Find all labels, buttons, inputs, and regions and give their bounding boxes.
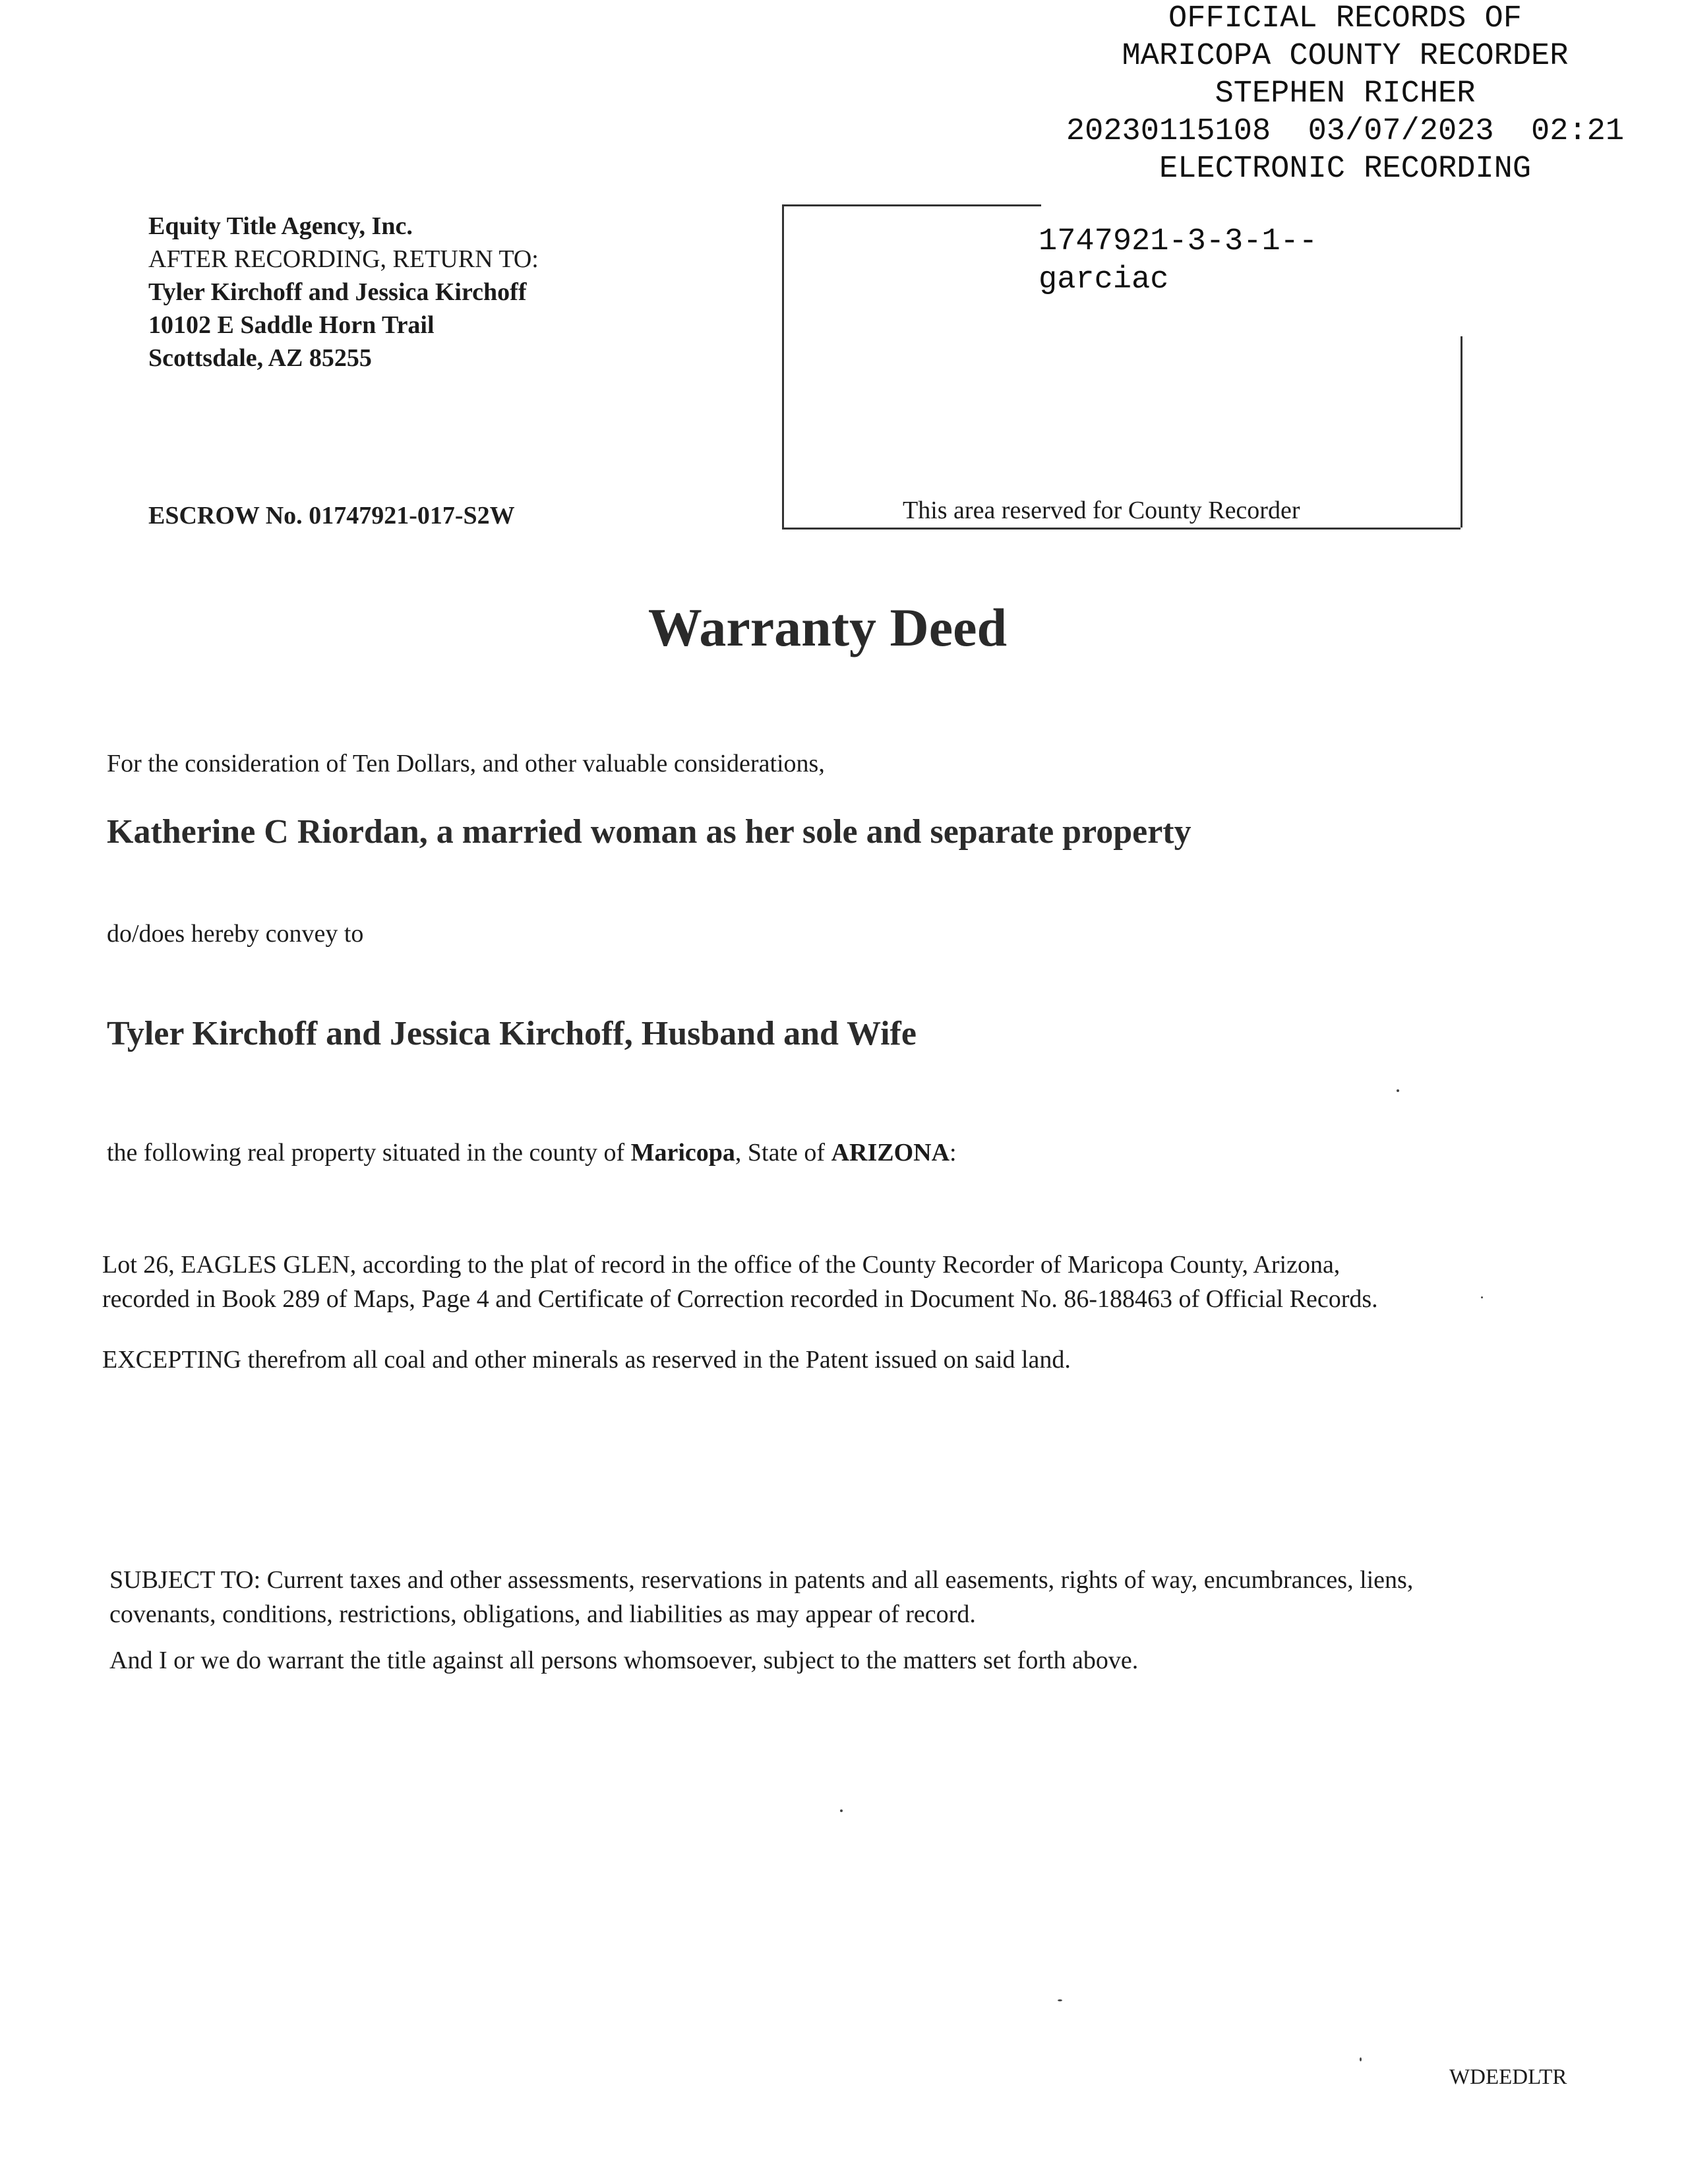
legal-description-line-2: recorded in Book 289 of Maps, Page 4 and Certificate of Correction recorded in Document No. 86-188463 of Official Records.	[102, 1285, 1378, 1313]
escrow-label: ESCROW No.	[148, 502, 303, 530]
return-names: Tyler Kirchoff and Jessica Kirchoff	[148, 278, 527, 306]
escrow-number	[148, 501, 515, 530]
recording-user-line: garciac	[1039, 262, 1169, 297]
subject-to-line-2: covenants, conditions, restrictions, obligations, and liabilities as may appear of record.	[109, 1600, 976, 1628]
property-intro	[107, 1136, 957, 1170]
property-state: ARIZONA	[831, 1139, 950, 1167]
scan-speck	[1058, 1999, 1062, 2001]
grantee-name: Tyler Kirchoff and Jessica Kirchoff, Husband and Wife	[107, 1015, 917, 1052]
grantor-name: Katherine C Riordan, a married woman as her sole and separate property	[107, 813, 1191, 851]
box-top-edge	[784, 204, 1041, 206]
property-intro-middle: , State of	[735, 1139, 826, 1167]
warranty-clause: And I or we do warrant the title against all persons whomsoever, subject to the matters set forth above.	[109, 1647, 1139, 1674]
document-title	[0, 597, 1688, 659]
document-title-text: Warranty Deed	[648, 597, 1008, 657]
scan-speck	[1481, 1296, 1483, 1298]
scan-speck	[840, 1809, 843, 1812]
recorder-stamp	[1015, 0, 1675, 188]
return-city: Scottsdale, AZ 85255	[148, 344, 372, 372]
recording-ids	[1039, 223, 1317, 299]
subject-to-line-1: SUBJECT TO: Current taxes and other assessments, reservations in patents and all easements, rights of way, encumbrances, liens,	[109, 1566, 1414, 1594]
property-intro-suffix: :	[950, 1139, 957, 1167]
return-address-block	[148, 210, 539, 375]
property-county: Maricopa	[630, 1139, 735, 1167]
convey-text: do/does hereby convey to	[107, 920, 364, 948]
scan-speck	[1360, 2057, 1362, 2061]
return-street: 10102 E Saddle Horn Trail	[148, 311, 435, 339]
stamp-line-3: STEPHEN RICHER	[1215, 76, 1476, 111]
property-intro-prefix: the following real property situated in the county of	[107, 1139, 625, 1167]
stamp-line-1: OFFICIAL RECORDS OF	[1168, 1, 1522, 36]
form-code: WDEEDLTR	[1449, 2065, 1567, 2089]
stamp-line-2: MARICOPA COUNTY RECORDER	[1122, 39, 1569, 74]
stamp-line-4: 20230115108 03/07/2023 02:21	[1066, 114, 1625, 149]
title-company: Equity Title Agency, Inc.	[148, 212, 413, 240]
escrow-value: 01747921-017-S2W	[309, 502, 515, 530]
box-right-edge	[1461, 336, 1462, 528]
stamp-line-5: ELECTRONIC RECORDING	[1159, 152, 1532, 187]
excepting-clause: EXCEPTING therefrom all coal and other minerals as reserved in the Patent issued on said land.	[102, 1346, 1071, 1374]
scan-speck	[1397, 1089, 1399, 1092]
legal-description-line-1: Lot 26, EAGLES GLEN, according to the plat of record in the office of the County Recorder of Maricopa County, Arizona,	[102, 1251, 1341, 1279]
consideration-text: For the consideration of Ten Dollars, and other valuable considerations,	[107, 750, 825, 777]
return-label: AFTER RECORDING, RETURN TO:	[148, 245, 539, 273]
recording-id-line: 1747921-3-3-1--	[1039, 224, 1318, 259]
reserved-area-label: This area reserved for County Recorder	[903, 497, 1300, 524]
